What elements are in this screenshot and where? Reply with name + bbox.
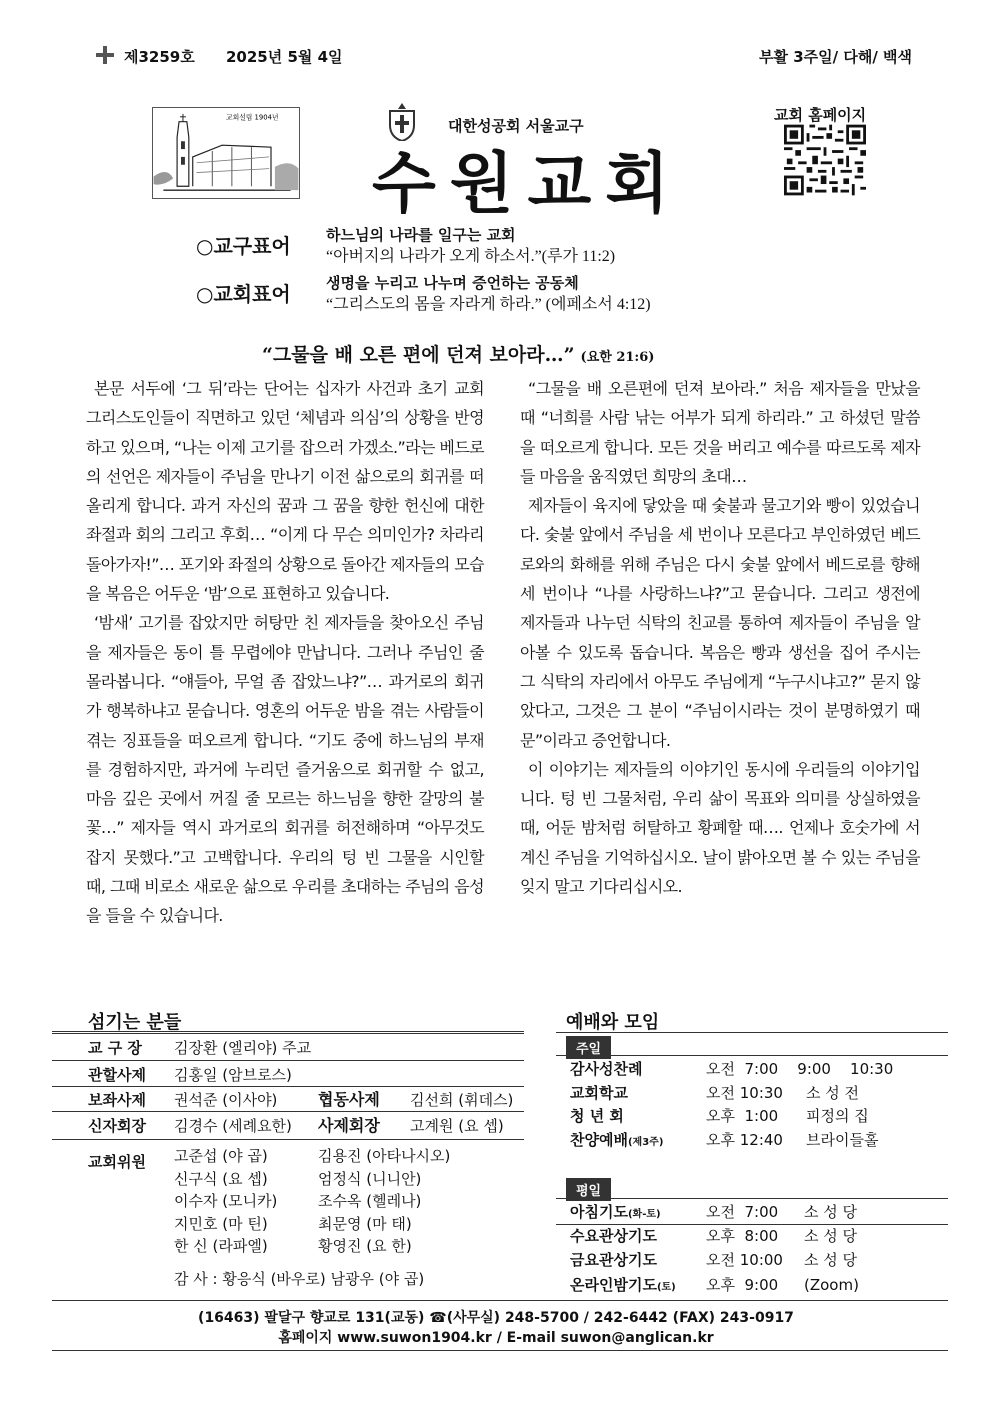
footer-web[interactable]: 홈페이지 www.suwon1904.kr / E-mail suwon@anglican.kr — [278, 1330, 714, 1346]
role-value: 김선희 (휘데스) — [410, 1091, 514, 1109]
service-note: (제3주) — [627, 1137, 664, 1148]
sermon-column-right — [520, 374, 920, 901]
service-name: 찬양예배 — [570, 1131, 628, 1149]
role-value: 김경수 (세례요한) — [174, 1117, 292, 1135]
service-name: 금요관상기도 — [570, 1251, 657, 1269]
service-row — [570, 1273, 676, 1300]
sunday-tab: 주일 — [566, 1036, 611, 1059]
role-label: 관할사제 — [88, 1066, 146, 1084]
liturgical-season: 부활 3주일/ 다해/ 백색 — [759, 48, 912, 66]
qr-code-icon[interactable] — [784, 124, 866, 196]
role-value: 고계원 (요 셉) — [410, 1117, 504, 1135]
council-member: 신구식 (요 셉) — [174, 1169, 268, 1188]
divider — [52, 1060, 524, 1061]
divider — [52, 1031, 524, 1034]
service-note: (화-토) — [627, 1209, 661, 1220]
sermon-reference: (요한 21:6) — [580, 350, 655, 365]
church-building-image — [152, 107, 300, 199]
service-row — [570, 1057, 642, 1081]
sermon-paragraph: 본문 서두에 ‘그 뒤’라는 단어는 십자가 사건과 초기 교회 그리스도인들이 직면하고 있던 ‘체념과 의심’의 상황을 반영하고 있으며, “나는 이제 고기를 잡으러 가겠소.”라는 베드로의 선언은 제자들이 주님을 만나기 이전 삶으로의 회귀를 떠올리게 합니다. 과거 자신의 꿈과 그 꿈을 향한 헌신에 대한 좌절과 회의 그리고 후회… “이게 다 무슨 의미인가? 차라리 돌아가자!”… 포기와 좌절의 상황으로 돌아간 제자들의 모습을 복음은 어두운 ‘밤’으로 표현하고 있습니다. — [86, 379, 484, 604]
role-value: 권석준 (이사야) — [174, 1091, 278, 1109]
service-time: 오후 9:00 — [706, 1276, 779, 1294]
sermon-title — [262, 340, 654, 367]
issue-date: 2025년 5월 4일 — [226, 48, 343, 66]
worship-heading: 예배와 모임 — [566, 1012, 660, 1033]
cross-icon — [96, 46, 114, 64]
council-member: 고준섭 (야 곱) — [174, 1147, 268, 1165]
role-value: 김홍일 (암브로스) — [174, 1066, 292, 1084]
sermon-paragraph: 제자들이 육지에 닿았을 때 숯불과 물고기와 빵이 있었습니다. 숯불 앞에서 주님을 세 번이나 모른다고 부인하였던 베드로와의 화해를 위해 주님은 다시 숯불 앞에서 베드로를 향해 세 번이나 “나를 사랑하느냐?”고 묻습니다. 그리고 생전에 제자들과 나누던 식탁의 친교를 통하여 제자들이 주님을 알아볼 수 있도록 돕습니다. 복음은 빵과 생선을 집어 주시는 그 식탁의 자리에서 아무도 주님에게 “누구시냐고?” 묻지 않았다고, 그것은 그 분이 “주님이시라는 것이 분명하였기 때문”이라고 증언합니다. — [520, 496, 920, 750]
service-place: 브라이들홀 — [806, 1131, 879, 1149]
weekday-tab: 평일 — [566, 1178, 611, 1201]
council-member: 최문영 (마 태) — [318, 1214, 412, 1233]
diocese-motto-verse: “아버지의 나라가 오게 하소서.”(루가 11:2) — [326, 248, 616, 265]
role-label: 교 구 장 — [88, 1039, 142, 1057]
service-name: 청 년 회 — [570, 1107, 624, 1125]
service-place: (Zoom) — [804, 1276, 859, 1294]
divider — [52, 1139, 524, 1140]
role-label: 사제회장 — [318, 1116, 380, 1135]
service-name: 교회학교 — [570, 1084, 628, 1102]
council-list-right — [318, 1145, 450, 1258]
service-row — [570, 1248, 657, 1272]
divider — [52, 1350, 948, 1351]
council-member: 김용진 (아타나시오) — [318, 1147, 451, 1165]
council-member: 지민호 (마 틴) — [174, 1214, 268, 1233]
serving-heading: 섬기는 분들 — [88, 1012, 182, 1033]
role-label: 협동사제 — [318, 1090, 380, 1109]
council-member: 한 신 (라파엘) — [174, 1237, 268, 1256]
divider — [52, 1111, 524, 1112]
service-time: 오전 10:30 — [706, 1084, 783, 1102]
council-label: 교회위원 — [88, 1153, 146, 1171]
service-note: (토) — [656, 1282, 676, 1293]
founded-label: 교회설립 1904년 — [226, 113, 279, 122]
homepage-qr-label: 교회 홈페이지 — [774, 106, 867, 124]
issue-number: 제3259호 — [124, 48, 195, 66]
service-name: 아침기도 — [570, 1203, 628, 1221]
service-place: 소 성 당 — [804, 1251, 858, 1269]
service-time: 오전 7:00 — [706, 1203, 779, 1221]
church-motto-verse: “그리스도의 몸을 자라게 하라.” (에페소서 4:12) — [326, 296, 651, 313]
sermon-title-text: “그물을 배 오른 편에 던져 보아라…” — [262, 344, 575, 366]
church-name: 수원교회 — [372, 144, 684, 222]
service-time: 오후 12:40 — [706, 1131, 783, 1149]
church-motto-title: 생명을 누리고 나누며 증언하는 공동체 — [326, 274, 579, 292]
sermon-paragraph: 이 이야기는 제자들의 이야기인 동시에 우리들의 이야기입니다. 텅 빈 그물처럼, 우리 삶이 목표와 의미를 상실하였을 때, 어둔 밤처럼 허탈하고 황폐할 때…. 언제나 호숫가에 서 계신 주님을 기억하십시오. 날이 밝아오면 볼 수 있는 주님을 잊지 말고 기다리십시오. — [520, 759, 920, 897]
role-label: 신자회장 — [88, 1117, 146, 1135]
church-motto-label: ○교회표어 — [196, 282, 291, 306]
service-time: 오후 8:00 — [706, 1227, 779, 1245]
service-row — [570, 1104, 624, 1128]
role-label: 보좌사제 — [88, 1091, 146, 1109]
service-row — [570, 1128, 663, 1155]
council-member: 황영진 (요 한) — [318, 1237, 412, 1256]
service-place: 소 성 당 — [804, 1227, 858, 1245]
footer-address: (16463) 팔달구 향교로 131(교동) ☎(사무실) 248-5700 / 242-6442 (FAX) 243-0917 — [198, 1310, 794, 1326]
auditors: 감 사 : 황응식 (바우로) 남광우 (야 곱) — [174, 1270, 425, 1288]
service-name: 온라인밤기도 — [570, 1276, 657, 1294]
sermon-paragraph: ‘밤새’ 고기를 잡았지만 허탕만 친 제자들을 찾아오신 주님을 제자들은 동이 틀 무렵에야 만납니다. 그러나 주님인 줄 몰라봅니다. “얘들아, 무얼 좀 잡았느냐?”… 과거로의 회귀가 행복하냐고 묻습니다. 영혼의 어두운 밤을 겪는 사람들이 겪는 징표들을 떠오르게 합니다. “기도 중에 하느님의 부재를 경험하지만, 과거에 누리던 즐거움으로 회귀할 수 없고, 마음 깊은 곳에서 꺼질 줄 모르는 하느님을 향한 갈망의 불꽃…” 제자들 역시 과거로의 회귀를 허전해하며 “아무것도 잡지 못했다.”고 고백합니다. 우리의 텅 빈 그물을 시인할 때, 그때 비로소 새로운 삶으로 우리를 초대하는 주님의 음성을 들을 수 있습니다. — [86, 613, 484, 926]
divider — [556, 1198, 948, 1199]
role-value: 김장환 (엘리야) 주교 — [174, 1039, 312, 1057]
header-line — [96, 44, 912, 70]
diocese-name: 대한성공회 서울교구 — [448, 117, 584, 135]
diocese-motto-title: 하느님의 나라를 일구는 교회 — [326, 226, 516, 244]
council-member: 조수옥 (헬레나) — [318, 1192, 422, 1211]
service-time: 오전 10:00 — [706, 1251, 783, 1269]
sermon-column-left — [86, 374, 484, 931]
sermon-paragraph: “그물을 배 오른편에 던져 보아라.” 처음 제자들을 만났을 때 “너희를 사람 낚는 어부가 되게 하리라.” 고 하셨던 말씀을 떠오르게 합니다. 모든 것을 버리고 예수를 따르도록 제자들 마음을 움직였던 희망의 초대… — [520, 379, 920, 486]
service-time: 오후 1:00 — [706, 1107, 779, 1125]
council-member: 이수자 (모니카) — [174, 1192, 278, 1211]
service-time: 오전 7:00 9:00 10:30 — [706, 1060, 894, 1078]
service-place: 피정의 집 — [806, 1107, 869, 1125]
service-place: 소 성 당 — [804, 1203, 858, 1221]
diocese-motto-label: ○교구표어 — [196, 234, 291, 258]
service-name: 감사성찬례 — [570, 1060, 643, 1078]
service-row — [570, 1224, 657, 1248]
divider — [52, 1086, 524, 1087]
service-row — [570, 1081, 628, 1105]
service-row — [570, 1200, 661, 1227]
divider — [52, 1300, 948, 1301]
service-place: 소 성 전 — [806, 1084, 860, 1102]
divider — [556, 1032, 948, 1033]
service-name: 수요관상기도 — [570, 1227, 657, 1245]
council-list-left — [174, 1145, 277, 1258]
council-member: 엄정식 (니니안) — [318, 1169, 422, 1188]
divider — [556, 1055, 948, 1056]
